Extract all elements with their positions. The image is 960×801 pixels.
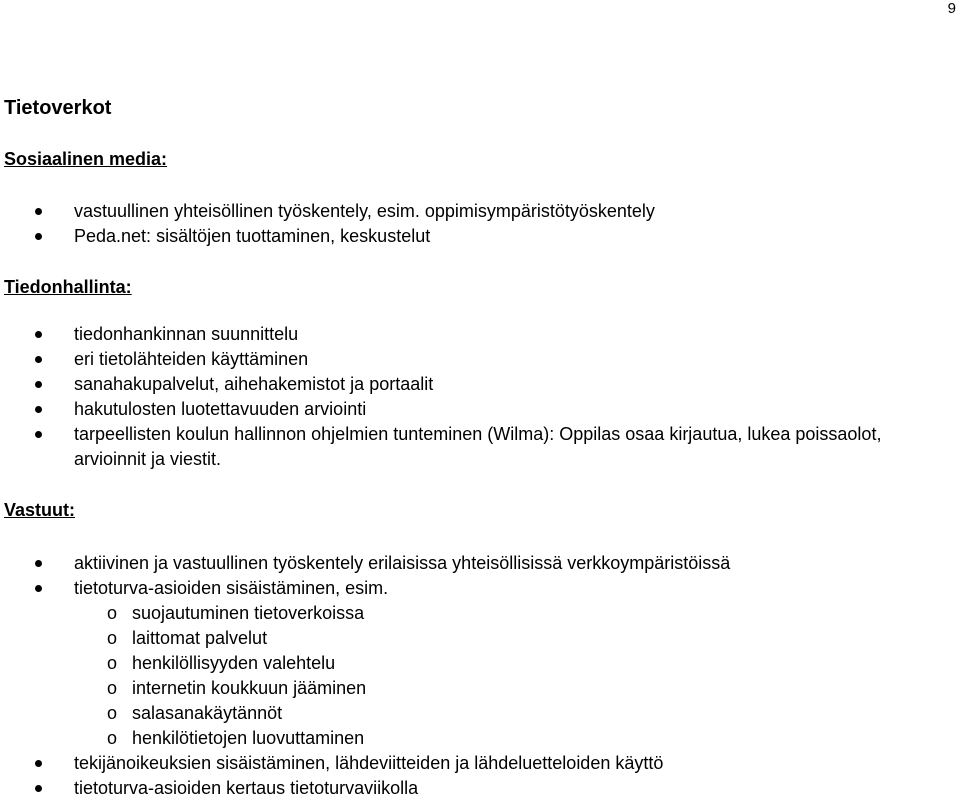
sublist-item: o henkilöllisyyden valehtelu bbox=[74, 651, 958, 676]
bullet-icon bbox=[35, 233, 42, 240]
circle-bullet-icon: o bbox=[107, 653, 118, 673]
section-heading-vastuut: Vastuut: bbox=[4, 500, 76, 520]
list-item: tekijänoikeuksien sisäistäminen, lähdeviitteiden ja lähdeluetteloiden käyttö bbox=[0, 751, 960, 776]
bullet-icon bbox=[35, 585, 42, 592]
sublist-tietoturva bbox=[74, 601, 958, 751]
list-item: tiedonhankinnan suunnittelu bbox=[0, 322, 960, 347]
list-item: hakutulosten luotettavuuden arviointi bbox=[0, 397, 960, 422]
bullet-icon bbox=[35, 331, 42, 338]
bullet-icon bbox=[35, 785, 42, 792]
circle-bullet-icon: o bbox=[107, 678, 118, 698]
sublist-item: o henkilötietojen luovuttaminen bbox=[74, 726, 958, 751]
list-item: sanahakupalvelut, aihehakemistot ja portaalit bbox=[0, 372, 960, 397]
page-number: 9 bbox=[947, 0, 956, 17]
list-item: tarpeellisten koulun hallinnon ohjelmien tunteminen (Wilma): Oppilas osaa kirjautua, lukea poissaolot, arvioinnit ja viestit. bbox=[0, 422, 960, 472]
sublist-item: o salasanakäytännöt bbox=[74, 701, 958, 726]
sublist-item: o laittomat palvelut bbox=[74, 626, 958, 651]
bullet-list-sosiaalinen-media bbox=[0, 199, 960, 249]
section-heading-tiedonhallinta: Tiedonhallinta: bbox=[4, 277, 132, 297]
circle-bullet-icon: o bbox=[107, 728, 118, 748]
bullet-list-tiedonhallinta bbox=[0, 322, 960, 472]
bullet-icon bbox=[35, 760, 42, 767]
bullet-icon bbox=[35, 208, 42, 215]
bullet-list-vastuut bbox=[0, 551, 960, 801]
circle-bullet-icon: o bbox=[107, 628, 118, 648]
circle-bullet-icon: o bbox=[107, 703, 118, 723]
list-item: tietoturva-asioiden sisäistäminen, esim. o suojautuminen tietoverkoissa o laittomat palvelut o henkilöllisyyden valehtelu o internetin koukkuun jääminen o salasanakäytännöt o henkilötietojen luovuttaminen bbox=[0, 576, 960, 751]
list-item: aktiivinen ja vastuullinen työskentely erilaisissa yhteisöllisissä verkkoympäristöissä bbox=[0, 551, 960, 576]
list-item: Peda.net: sisältöjen tuottaminen, keskustelut bbox=[0, 224, 960, 249]
bullet-icon bbox=[35, 560, 42, 567]
sublist-item: o internetin koukkuun jääminen bbox=[74, 676, 958, 701]
bullet-icon bbox=[35, 381, 42, 388]
page-title: Tietoverkot bbox=[4, 97, 112, 119]
bullet-icon bbox=[35, 431, 42, 438]
bullet-icon bbox=[35, 356, 42, 363]
list-item: tietoturva-asioiden kertaus tietoturvaviikolla bbox=[0, 776, 960, 801]
section-heading-sosiaalinen-media: Sosiaalinen media: bbox=[4, 149, 168, 169]
list-item: eri tietolähteiden käyttäminen bbox=[0, 347, 960, 372]
circle-bullet-icon: o bbox=[107, 603, 118, 623]
bullet-icon bbox=[35, 406, 42, 413]
sublist-item: o suojautuminen tietoverkoissa bbox=[74, 601, 958, 626]
list-item: vastuullinen yhteisöllinen työskentely, esim. oppimisympäristötyöskentely bbox=[0, 199, 960, 224]
